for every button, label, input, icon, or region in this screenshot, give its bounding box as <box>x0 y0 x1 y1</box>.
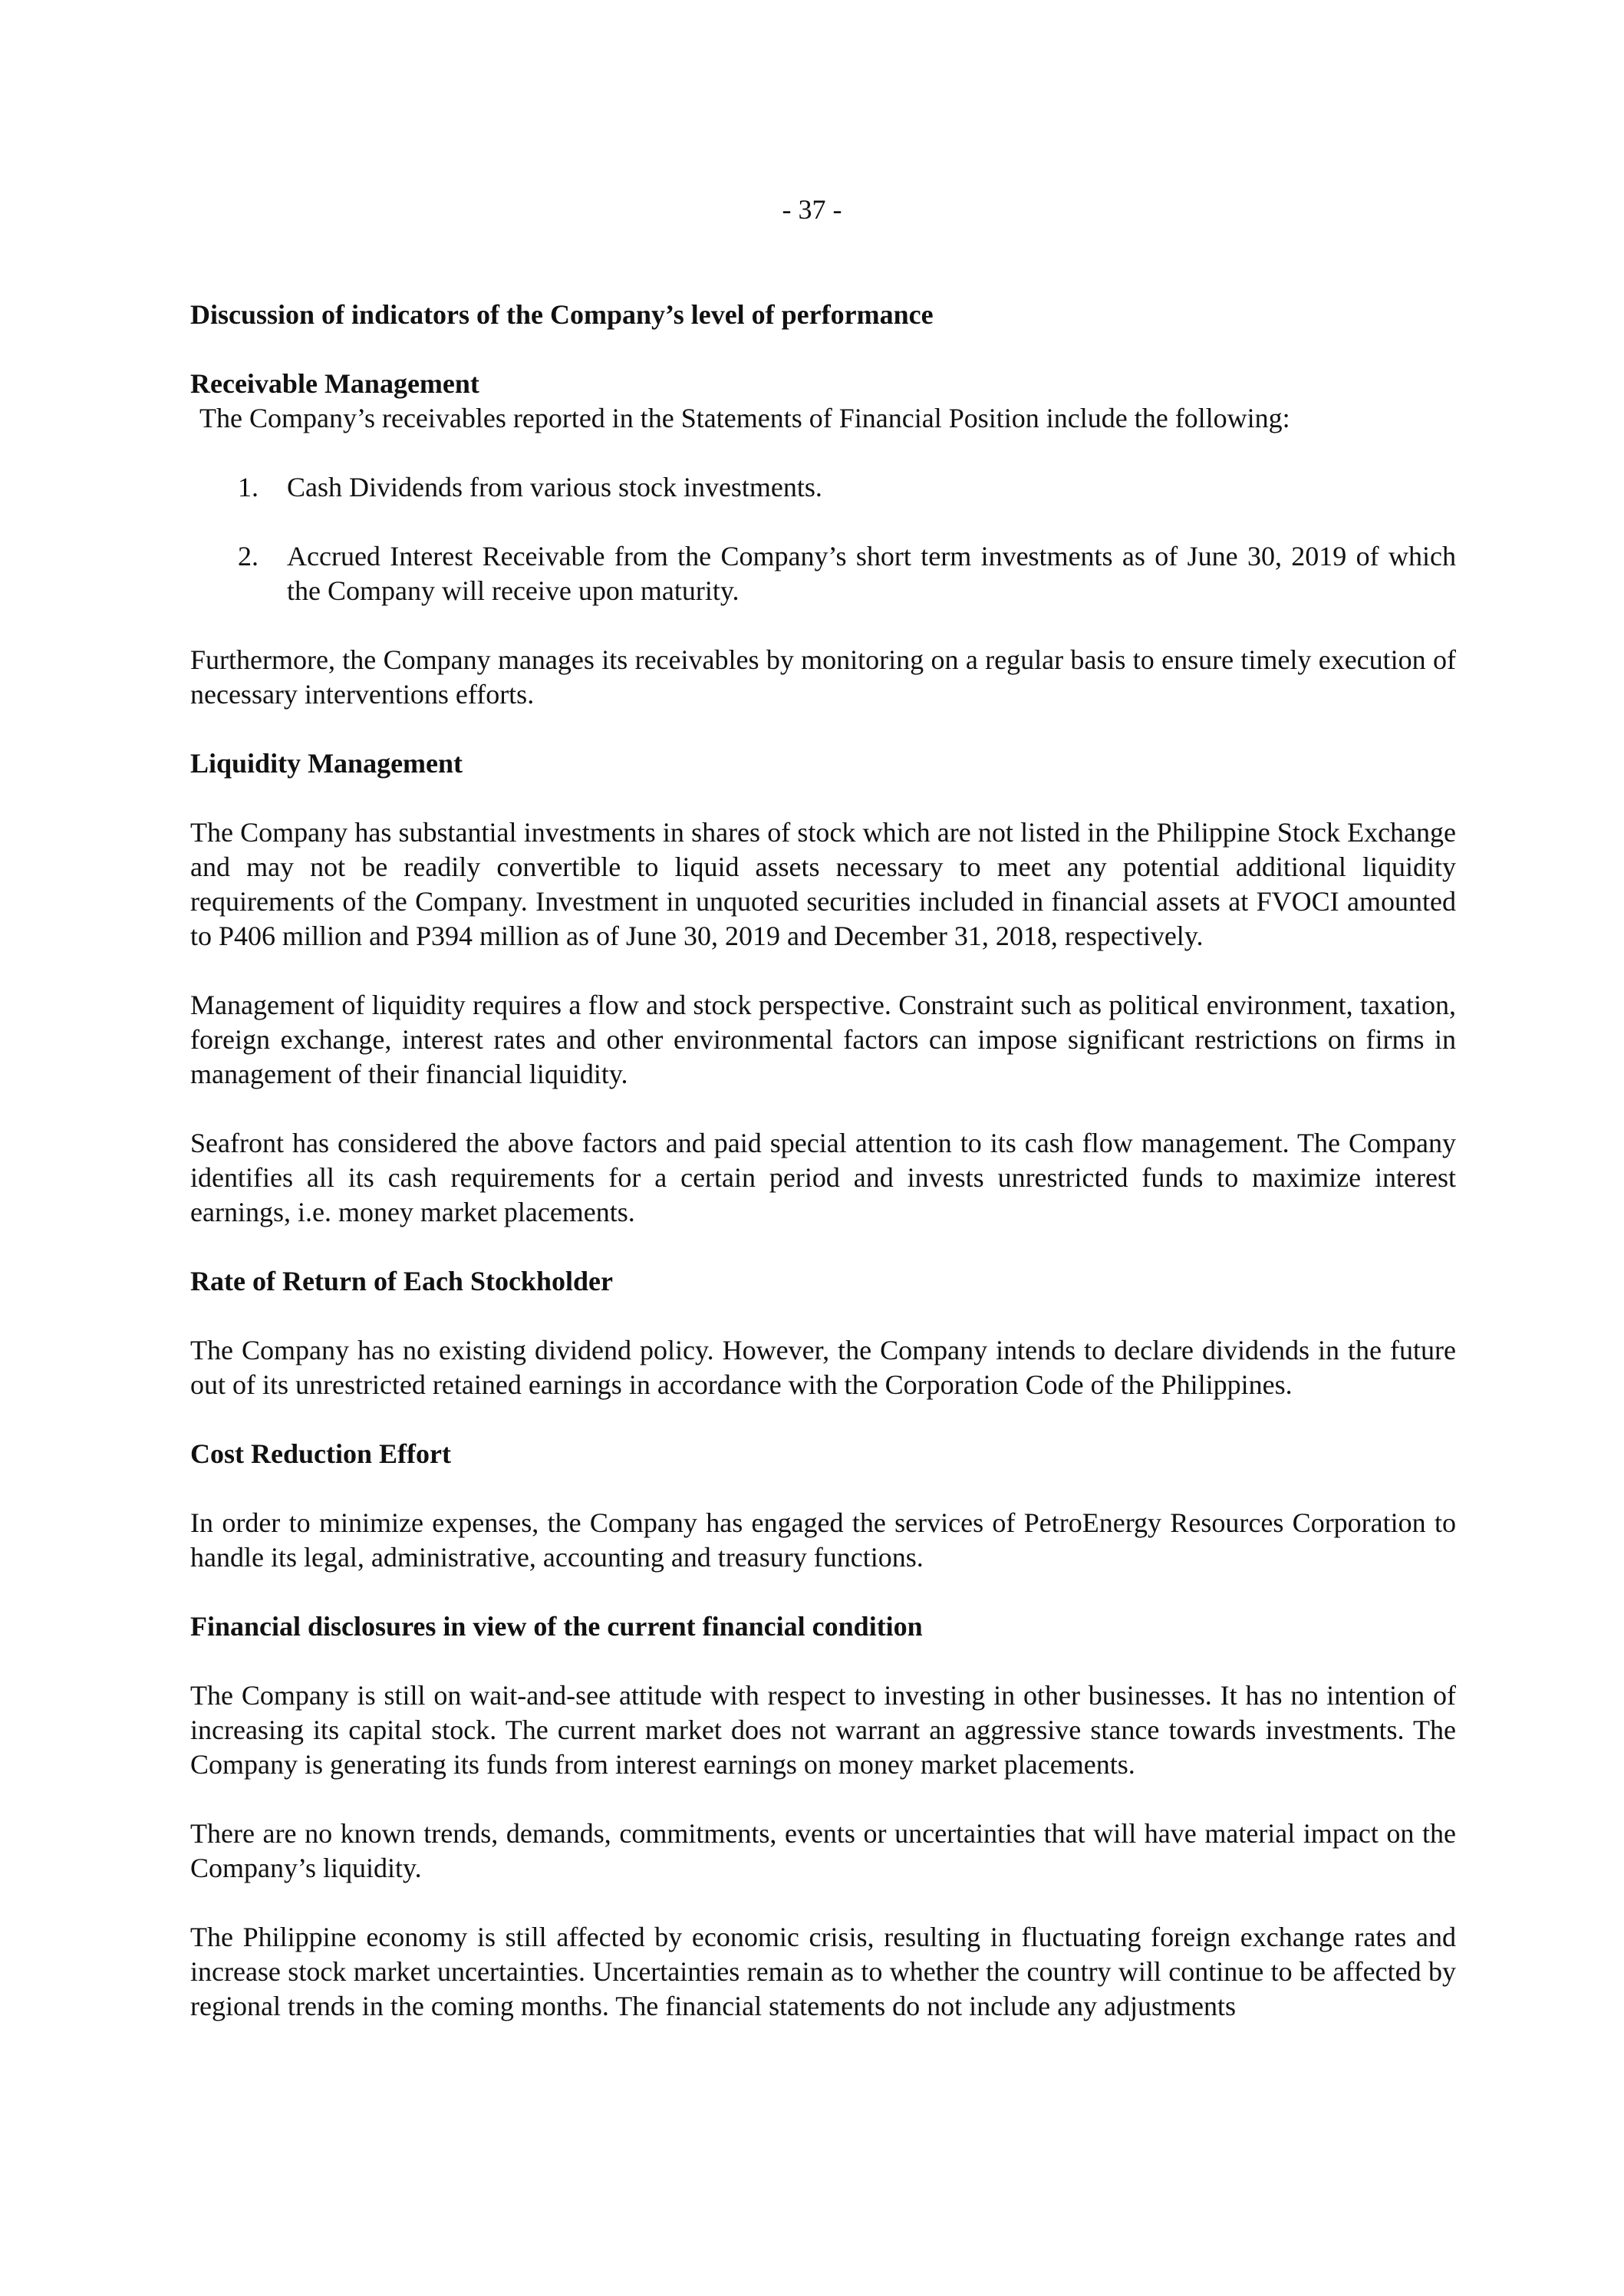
list-item-text: Cash Dividends from various stock investments. <box>287 472 822 502</box>
financial-disclosures-paragraph: The Company is still on wait-and-see attitude with respect to investing in other businesses. It has no intention of increasing its capital stock. The current market does not warrant an aggressive stance towards investments. The Company is generating its funds from interest earnings on money market placements. <box>190 1680 1456 1780</box>
financial-disclosures-heading: Financial disclosures in view of the current financial condition <box>190 1611 923 1642</box>
main-heading: Discussion of indicators of the Company’s level of performance <box>190 299 934 330</box>
list-item <box>190 470 1456 505</box>
list-item-number: 1. <box>238 472 259 502</box>
rate-of-return-heading: Rate of Return of Each Stockholder <box>190 1266 613 1296</box>
rate-of-return-paragraph: The Company has no existing dividend policy. However, the Company intends to declare dividends in the future out of its unrestricted retained earnings in accordance with the Corporation Code of the Philippines. <box>190 1335 1456 1400</box>
list-item <box>190 539 1456 608</box>
cost-reduction-heading: Cost Reduction Effort <box>190 1438 451 1469</box>
liquidity-paragraph: Management of liquidity requires a flow and stock perspective. Constraint such as political environment, taxation, foreign exchange, interest rates and other environmental factors can impose significant restrictions on firms in management of their financial liquidity. <box>190 990 1456 1089</box>
receivable-list <box>190 470 1456 608</box>
list-item-text: Accrued Interest Receivable from the Company’s short term investments as of June 30, 2019 of which the Company will receive upon maturity. <box>287 541 1456 606</box>
liquidity-paragraph: Seafront has considered the above factors and paid special attention to its cash flow management. The Company identifies all its cash requirements for a certain period and invests unrestricted funds to maximize interest earnings, i.e. money market placements. <box>190 1128 1456 1227</box>
cost-reduction-paragraph: In order to minimize expenses, the Company has engaged the services of PetroEnergy Resources Corporation to handle its legal, administrative, accounting and treasury functions. <box>190 1507 1456 1573</box>
liquidity-management-heading: Liquidity Management <box>190 748 463 779</box>
page-number: - 37 - <box>782 194 842 225</box>
receivable-management-heading: Receivable Management <box>190 368 479 399</box>
receivable-intro: The Company’s receivables reported in the Statements of Financial Position include the following: <box>199 403 1290 433</box>
list-item-number: 2. <box>238 541 259 572</box>
receivable-closing: Furthermore, the Company manages its receivables by monitoring on a regular basis to ensure timely execution of necessary interventions efforts. <box>190 644 1456 710</box>
financial-disclosures-paragraph: There are no known trends, demands, commitments, events or uncertainties that will have material impact on the Company’s liquidity. <box>190 1818 1456 1883</box>
document-body <box>190 298 1456 2058</box>
liquidity-paragraph: The Company has substantial investments in shares of stock which are not listed in the Philippine Stock Exchange and may not be readily convertible to liquid assets necessary to meet any potential additional liquidity requirements of the Company. Investment in unquoted securities included in financial assets at FVOCI amounted to P406 million and P394 million as of June 30, 2019 and December 31, 2018, respectively. <box>190 817 1456 951</box>
financial-disclosures-paragraph: The Philippine economy is still affected by economic crisis, resulting in fluctuating foreign exchange rates and increase stock market uncertainties. Uncertainties remain as to whether the country will continue to be affected by regional trends in the coming months. The financial statements do not include any adjustments <box>190 1922 1456 2021</box>
